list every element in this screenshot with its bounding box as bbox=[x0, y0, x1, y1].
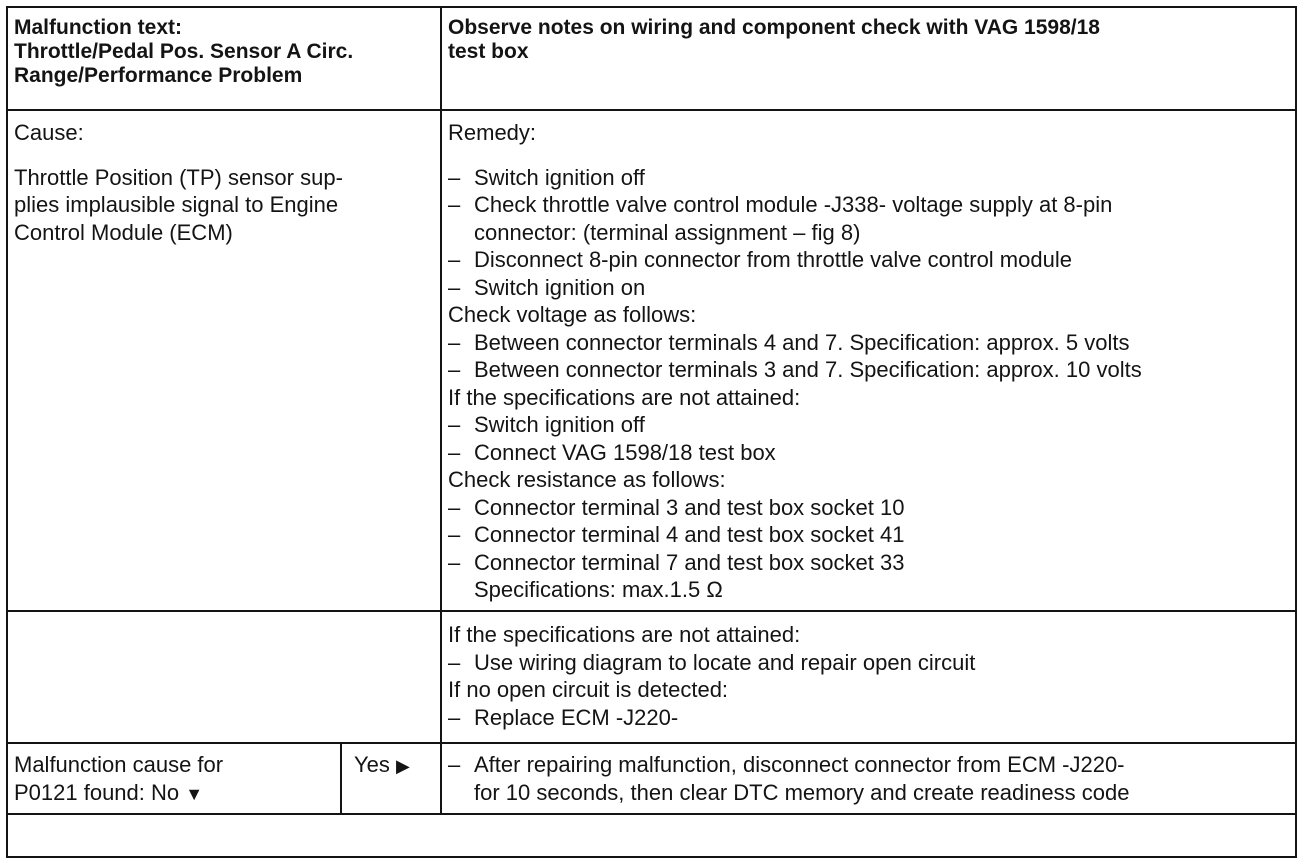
step-text: After repairing malfunction, disconnect connector from ECM -J220- bbox=[474, 752, 1125, 777]
header-divider bbox=[6, 109, 1297, 111]
step-line bbox=[448, 779, 1293, 807]
cause-line-3: Control Module (ECM) bbox=[14, 219, 233, 245]
yes-label: Yes bbox=[354, 752, 390, 777]
dash-marker: – bbox=[448, 192, 461, 217]
dash-marker: – bbox=[448, 522, 461, 547]
step-line bbox=[448, 356, 1293, 384]
no-arrow-icon: ▼ bbox=[185, 783, 204, 804]
remedy-cell bbox=[448, 119, 1293, 604]
step-text: Specifications: max.1.5 Ω bbox=[474, 577, 723, 602]
dash-marker: – bbox=[448, 329, 461, 355]
dash-marker: – bbox=[448, 439, 461, 465]
dash-marker: – bbox=[448, 357, 461, 382]
wiring-note-line1: Observe notes on wiring and component check with VAG 1598/18 bbox=[448, 16, 1100, 39]
step-line bbox=[448, 576, 1293, 604]
step-line bbox=[448, 621, 1293, 649]
repair-cell bbox=[448, 621, 1293, 731]
yes-arrow-icon: ▶ bbox=[396, 756, 410, 776]
step-line bbox=[448, 751, 1293, 779]
remedy-label: Remedy: bbox=[448, 120, 537, 145]
step-line bbox=[448, 246, 1293, 274]
step-text: Switch ignition off bbox=[474, 412, 645, 437]
dash-marker: – bbox=[448, 274, 461, 300]
step-line bbox=[448, 649, 1293, 677]
dash-marker: – bbox=[448, 752, 461, 777]
table-border-top bbox=[6, 6, 1297, 8]
table-border-left bbox=[6, 6, 8, 858]
repair-steps bbox=[448, 621, 1293, 731]
table-border-right bbox=[1295, 6, 1297, 858]
table-border-bottom bbox=[6, 856, 1297, 858]
wiring-note-header bbox=[448, 16, 1288, 64]
remedy-steps bbox=[448, 164, 1293, 604]
step-text: Check resistance as follows: bbox=[448, 467, 726, 492]
step-line bbox=[448, 164, 1293, 192]
step-text: Connect VAG 1598/18 test box bbox=[474, 439, 776, 465]
step-text: If no open circuit is detected: bbox=[448, 677, 729, 702]
step-line bbox=[448, 439, 1293, 467]
step-text: Check throttle valve control module -J338- voltage supply at 8-pin bbox=[474, 192, 1113, 217]
decision-question-line2: P0121 found: No bbox=[14, 779, 180, 805]
dash-marker: – bbox=[448, 164, 461, 190]
dash-marker: – bbox=[448, 549, 461, 575]
dash-marker: – bbox=[448, 412, 461, 437]
step-text: connector: (terminal assignment – fig 8) bbox=[474, 219, 861, 245]
step-line bbox=[448, 274, 1293, 302]
dash-marker: – bbox=[448, 704, 461, 730]
step-text: Check voltage as follows: bbox=[448, 302, 697, 327]
step-text: Between connector terminals 4 and 7. Specification: approx. 5 volts bbox=[474, 329, 1130, 355]
step-line bbox=[448, 329, 1293, 357]
yes-column-divider bbox=[340, 742, 342, 815]
cause-cell bbox=[14, 119, 434, 246]
step-line bbox=[448, 466, 1293, 494]
decision-question-line1: Malfunction cause for bbox=[14, 752, 224, 777]
row-divider-3 bbox=[6, 813, 1297, 815]
yes-branch bbox=[354, 751, 438, 781]
decision-steps bbox=[448, 751, 1293, 806]
cause-label: Cause: bbox=[14, 120, 84, 145]
dash-marker: – bbox=[448, 494, 461, 520]
step-line bbox=[448, 521, 1293, 549]
malfunction-text-header bbox=[14, 16, 434, 88]
malfunction-text-title-line2: Range/Performance Problem bbox=[14, 64, 303, 87]
row-divider-1 bbox=[6, 610, 1297, 612]
step-line bbox=[448, 301, 1293, 329]
step-line bbox=[448, 384, 1293, 412]
row-divider-2 bbox=[6, 742, 1297, 744]
step-text: Use wiring diagram to locate and repair open circuit bbox=[474, 649, 976, 675]
step-line bbox=[448, 549, 1293, 577]
step-text: If the specifications are not attained: bbox=[448, 622, 801, 647]
column-divider bbox=[440, 6, 442, 815]
wiring-note-line2: test box bbox=[448, 40, 529, 63]
step-line bbox=[448, 676, 1293, 704]
decision-question bbox=[14, 751, 336, 808]
malfunction-text-label: Malfunction text: bbox=[14, 16, 182, 39]
malfunction-text-title-line1: Throttle/Pedal Pos. Sensor A Circ. bbox=[14, 40, 354, 63]
step-text: Connector terminal 7 and test box socket 33 bbox=[474, 549, 905, 575]
step-line bbox=[448, 704, 1293, 732]
cause-line-2: plies implausible signal to Engine bbox=[14, 192, 339, 217]
step-text: for 10 seconds, then clear DTC memory and create readiness code bbox=[474, 779, 1130, 805]
step-line bbox=[448, 411, 1293, 439]
step-text: Replace ECM -J220- bbox=[474, 704, 679, 730]
step-text: Switch ignition on bbox=[474, 274, 646, 300]
step-text: If the specifications are not attained: bbox=[448, 384, 801, 410]
dash-marker: – bbox=[448, 247, 461, 272]
dash-marker: – bbox=[448, 649, 461, 675]
step-line bbox=[448, 219, 1293, 247]
step-text: Connector terminal 4 and test box socket 41 bbox=[474, 522, 905, 547]
step-line bbox=[448, 494, 1293, 522]
step-text: Between connector terminals 3 and 7. Specification: approx. 10 volts bbox=[474, 357, 1142, 382]
decision-action bbox=[448, 751, 1293, 806]
step-line bbox=[448, 191, 1293, 219]
cause-line-1: Throttle Position (TP) sensor sup- bbox=[14, 164, 343, 190]
step-text: Disconnect 8-pin connector from throttle valve control module bbox=[474, 247, 1072, 272]
step-text: Connector terminal 3 and test box socket 10 bbox=[474, 494, 905, 520]
step-text: Switch ignition off bbox=[474, 164, 645, 190]
